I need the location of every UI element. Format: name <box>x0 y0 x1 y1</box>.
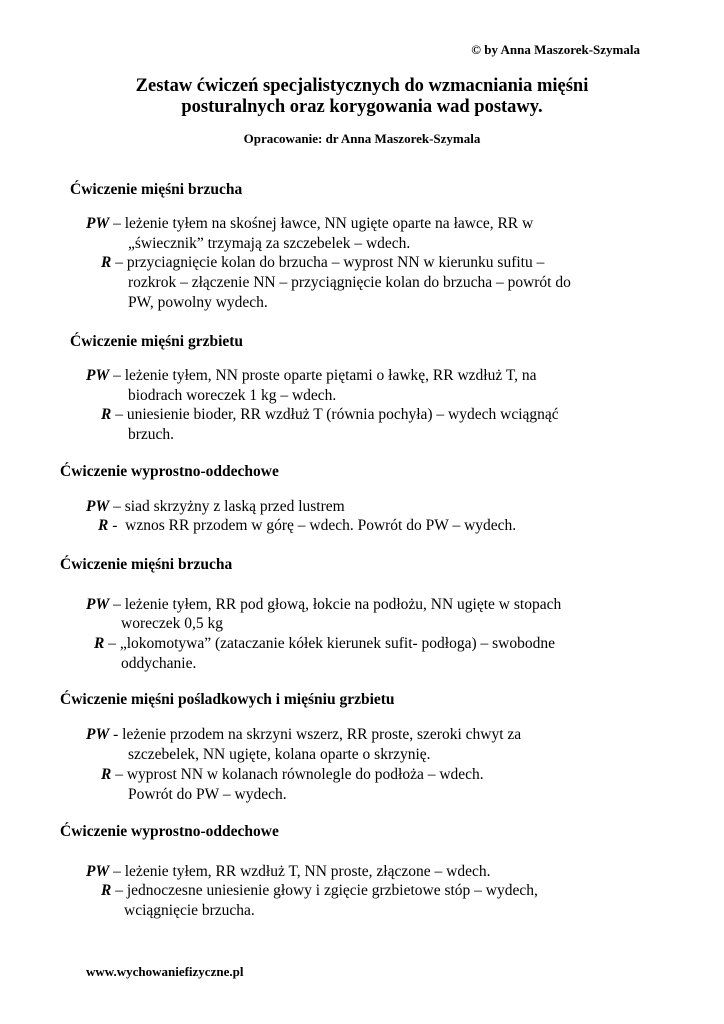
pw-label: PW <box>86 215 110 232</box>
pw-label: PW <box>86 596 110 613</box>
r-label: R <box>101 406 112 423</box>
document-title <box>0 76 724 118</box>
title-line-1: Zestaw ćwiczeń specjalistycznych do wzmacniania mięśni <box>135 76 589 96</box>
pw-label: PW <box>86 367 110 384</box>
pw-line: PW – leżenie tyłem, RR pod głową, łokcie na podłożu, NN ugięte w stopach <box>86 596 562 613</box>
r-label: R <box>101 254 112 271</box>
pw-line: PW – leżenie tyłem na skośnej ławce, NN ugięte oparte na ławce, RR w <box>86 215 534 232</box>
footer-website: www.wychowaniefizyczne.pl <box>86 964 244 979</box>
title-line-2: posturalnych oraz korygowania wad postawy. <box>181 97 543 117</box>
r-line: wciągnięcie brzucha. <box>124 902 255 919</box>
section-heading: Ćwiczenie mięśni brzucha <box>70 181 243 198</box>
r-line: PW, powolny wydech. <box>128 294 268 311</box>
pw-line: PW – siad skrzyżny z laską przed lustrem <box>86 498 345 515</box>
r-label: R <box>98 517 109 534</box>
r-line: Powrót do PW – wydech. <box>128 786 287 803</box>
pw-line: PW – leżenie tyłem, NN proste oparte piętami o ławkę, RR wzdłuż T, na <box>86 367 537 384</box>
pw-label: PW <box>86 863 110 880</box>
pw-label: PW <box>86 726 110 743</box>
pw-line: woreczek 0,5 kg <box>121 615 223 632</box>
r-label: R <box>94 635 105 652</box>
pw-label: PW <box>86 498 110 515</box>
r-line: R – przyciagnięcie kolan do brzucha – wyprost NN w kierunku sufitu – <box>101 254 545 271</box>
section-heading: Ćwiczenie mięśni brzucha <box>60 556 233 573</box>
section-heading: Ćwiczenie wyprostno-oddechowe <box>60 823 279 840</box>
pw-line: szczebelek, NN ugięte, kolana oparte o skrzynię. <box>128 746 431 763</box>
copyright-note: © by Anna Maszorek-Szymala <box>471 42 640 57</box>
r-line: R – uniesienie bioder, RR wzdłuż T (równia pochyła) – wydech wciągnąć <box>101 406 559 423</box>
author-subtitle: Opracowanie: dr Anna Maszorek-Szymala <box>243 131 481 146</box>
r-line: oddychanie. <box>121 655 197 672</box>
r-line: rozkrok – złączenie NN – przyciągnięcie kolan do brzucha – powrót do <box>128 274 571 291</box>
r-label: R <box>101 766 112 783</box>
pw-line: PW – leżenie tyłem, RR wzdłuż T, NN proste, złączone – wdech. <box>86 863 491 880</box>
r-line: R – jednoczesne uniesienie głowy i zgięcie grzbietowe stóp – wydech, <box>101 882 538 899</box>
pw-line: „świecznik” trzymają za szczebelek – wdech. <box>128 235 411 252</box>
section-heading: Ćwiczenie mięśni grzbietu <box>70 333 244 350</box>
r-label: R <box>101 882 112 899</box>
r-line: R - wznos RR przodem w górę – wdech. Powrót do PW – wydech. <box>98 517 517 534</box>
pw-line: PW - leżenie przodem na skrzyni wszerz, RR proste, szeroki chwyt za <box>86 726 522 743</box>
r-line: brzuch. <box>128 426 175 443</box>
section-heading: Ćwiczenie wyprostno-oddechowe <box>60 463 279 480</box>
r-line: R – „lokomotywa” (zataczanie kółek kierunek sufit- podłoga) – swobodne <box>94 635 555 652</box>
pw-line: biodrach woreczek 1 kg – wdech. <box>128 387 337 404</box>
section-heading: Ćwiczenie mięśni pośladkowych i mięśniu grzbietu <box>60 691 395 708</box>
r-line: R – wyprost NN w kolanach równolegle do podłoża – wdech. <box>101 766 484 783</box>
